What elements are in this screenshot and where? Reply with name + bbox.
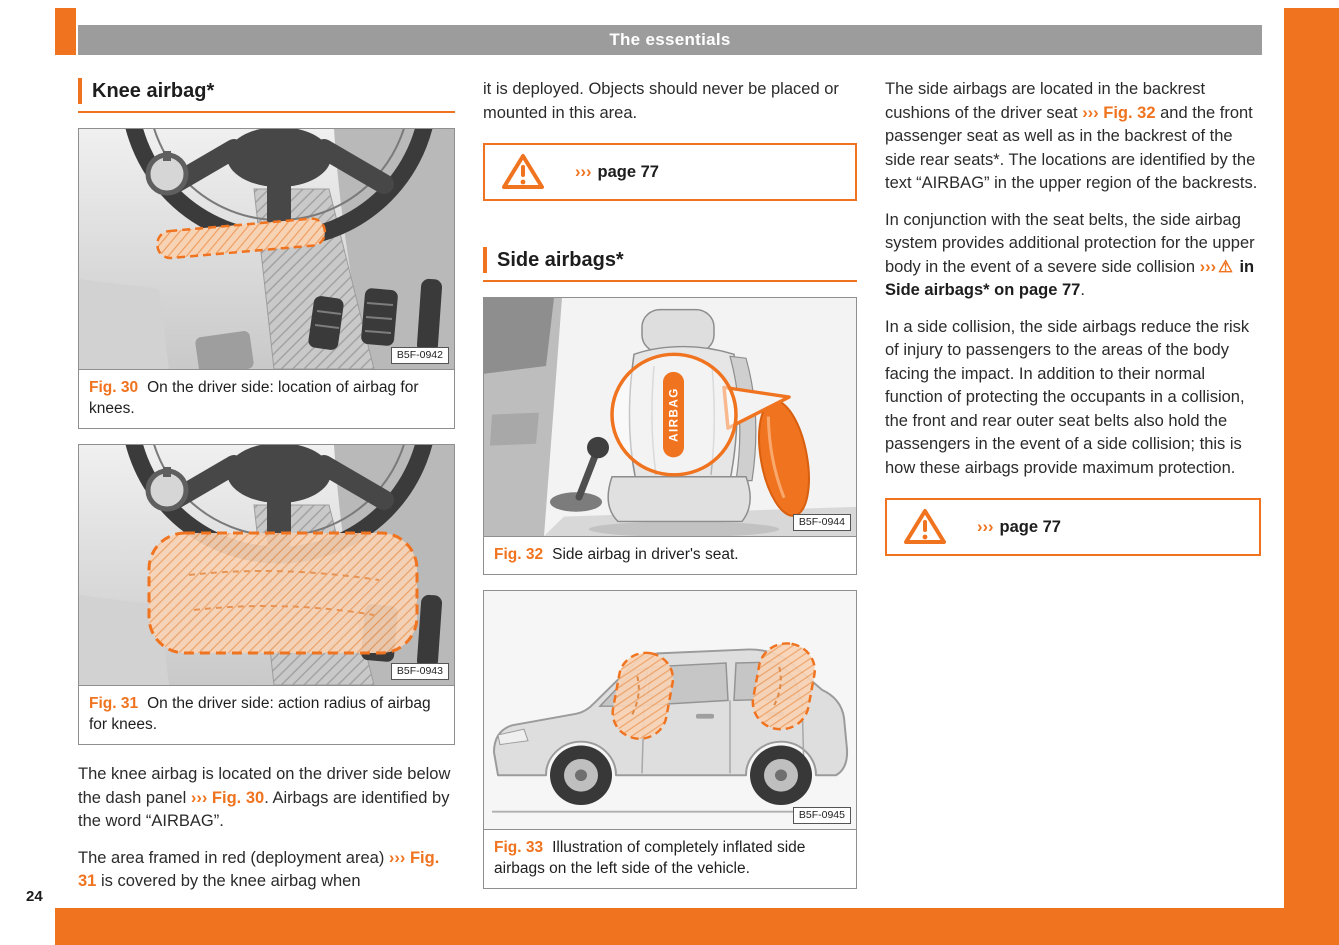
figure-31-image [79,445,454,686]
section-side-airbags [483,247,857,282]
page-header-title: The essentials [609,30,731,49]
text-run: and the front passenger seat as well as in the backrest of the side rear seats*. The locations are identified by the text “AIRBAG” in the upper region of the backrests. [885,103,1258,192]
figure-33-label: Fig. 33 [494,839,544,856]
paragraph-side-airbags-2 [885,209,1261,303]
warning-box-side-airbags [885,498,1261,556]
figure-32-caption-text: Side airbag in driver's seat. [552,546,739,563]
fig32-reference: ››› Fig. 32 [1082,103,1156,122]
figure-31-caption [79,686,454,744]
fig32-illustration [484,298,856,536]
paragraph-knee-airbag-1 [78,763,455,834]
figure-32-code: B5F-0944 [793,514,851,531]
figure-33-caption-text: Illustration of completely inflated side airbags on the left side of the vehicle. [494,839,806,877]
figure-31-caption-text: On the driver side: action radius of airbag for knees. [89,695,431,733]
warning-page-link: page 77 [597,162,659,181]
figure-33-code: B5F-0945 [793,807,851,824]
side-airbags-page-reference: in Side airbags* on page 77 [885,257,1255,299]
inline-warning-triangle-icon: ⚠ [1218,257,1233,276]
section-title-knee-airbag: Knee airbag* [78,78,455,104]
text-run: The side airbags are located in the backrest cushions of the driver seat [885,80,1206,122]
text-run: . Airbags are identified by the word “AIRBAG”. [78,788,450,830]
figure-30-code: B5F-0942 [391,347,449,364]
figure-30-caption [79,370,454,428]
warning-triangle-icon [903,508,947,546]
figure-31-code: B5F-0943 [391,663,449,680]
warning-reference [977,518,1061,537]
figure-30-caption-text: On the driver side: location of airbag for knees. [89,379,419,417]
column-right [885,78,1261,556]
figure-33-image [484,591,856,830]
figure-32-image [484,298,856,537]
section-rule [78,111,455,113]
section-rule [483,280,857,282]
figure-30-label: Fig. 30 [89,379,139,396]
section-title-side-airbags: Side airbags* [483,247,857,273]
text-run: In conjunction with the seat belts, the side airbag system provides additional protection for the upper body in the event of a severe side collision [885,210,1255,276]
figure-31-label: Fig. 31 [89,695,139,712]
warning-box-knee-airbag [483,143,857,201]
fig31-illustration [79,445,454,685]
reference-arrows: ››› [575,162,592,181]
warning-reference [575,163,659,182]
figure-33 [483,590,857,889]
figure-31 [78,444,455,745]
fig30-reference: ››› Fig. 30 [190,788,265,807]
page-header [78,25,1262,55]
text-run: . [1080,281,1085,299]
fig31-reference: ››› Fig. 31 [78,848,440,890]
figure-30 [78,128,455,429]
airbag-label: AIRBAG [666,387,681,442]
column-middle [483,78,857,904]
text-run: is covered by the knee airbag when [96,872,361,890]
fig30-illustration [79,129,454,369]
page-number: 24 [26,888,43,905]
text-run: The area framed in red (deployment area) [78,848,389,867]
paragraph-knee-airbag-2 [78,847,455,894]
warning-triangle-icon [501,153,545,191]
figure-32-caption [484,537,856,574]
paragraph-side-airbags-1 [885,78,1261,196]
text-run: The knee airbag is located on the driver side below the dash panel [78,765,451,807]
reference-arrows: ››› [1199,257,1217,276]
column-left [78,78,455,907]
warning-page-link: page 77 [999,517,1061,536]
frame-bottom-bar [55,908,1339,945]
figure-33-caption [484,830,856,888]
paragraph-side-airbags-3: In a side collision, the side airbags reduce the risk of injury to passengers to the areas of the body facing the impact. In addition to their normal function of protecting the occupants in a collision, the front and rear outer seat belts also hold the passengers in the event of a side collision; this is how these airbags provide maximum protection. [885,317,1250,477]
fig33-illustration [484,591,856,829]
figure-32 [483,297,857,575]
section-knee-airbag [78,78,455,113]
paragraph-knee-airbag-continued: it is deployed. Objects should never be placed or mounted in this area. [483,80,839,122]
figure-30-image [79,129,454,370]
figure-32-label: Fig. 32 [494,546,544,563]
reference-arrows: ››› [977,517,994,536]
frame-right-bar [1284,8,1339,945]
frame-top-left-strip [55,8,76,55]
